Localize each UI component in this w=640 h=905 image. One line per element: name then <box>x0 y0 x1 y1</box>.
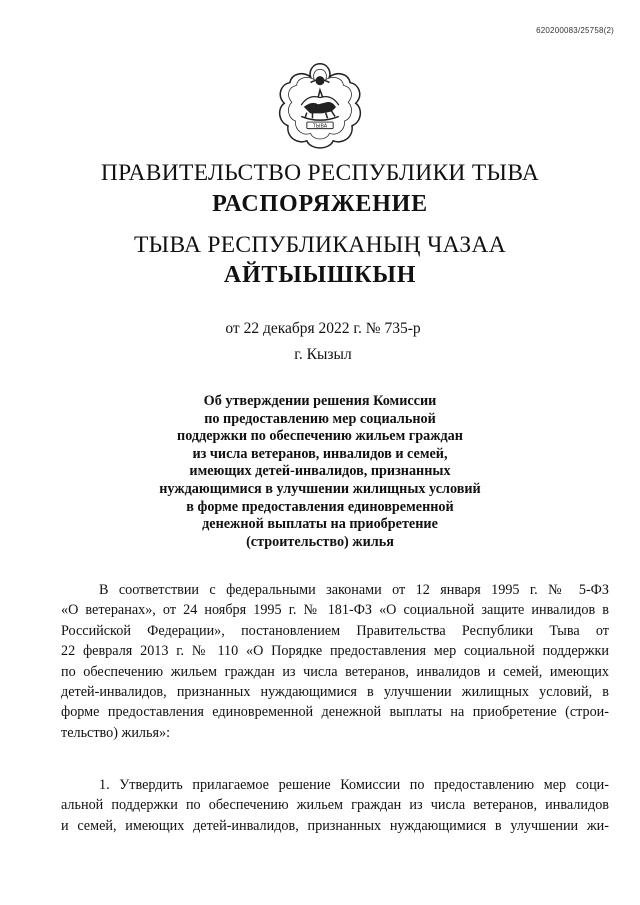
document-subject <box>0 393 640 551</box>
paragraph-line: тельство) жилья»: <box>61 724 171 741</box>
paragraph-line: Российской Федерации», постановлением Правительства Республики Тыва от <box>61 622 609 639</box>
body-paragraph-item-1 <box>61 775 609 836</box>
paragraph-line: В соответствии с федеральными законами от 12 января 1995 г. № 5-ФЗ <box>99 582 609 598</box>
government-name-ru: ПРАВИТЕЛЬСТВО РЕСПУБЛИКИ ТЫВА <box>100 160 540 186</box>
document-registration-number: 620200083/25758(2) <box>536 26 614 35</box>
document-date-number: от 22 декабря 2022 г. № 735-р <box>225 320 421 337</box>
subject-line: в форме предоставления единовременной <box>186 498 454 515</box>
subject-line: из числа ветеранов, инвалидов и семей, <box>192 445 448 462</box>
paragraph-line: форме предоставления единовременной денежной выплаты на приобретение (строи- <box>61 704 609 721</box>
document-city: г. Кызыл <box>294 346 352 363</box>
emblem-text: ТЫВА <box>312 123 328 130</box>
document-type-ru: РАСПОРЯЖЕНИЕ <box>212 191 428 217</box>
paragraph-line: 22 февраля 2013 г. № 110 «О Порядке предоставления мер социальной поддержки <box>61 643 609 660</box>
subject-line: по предоставлению мер социальной <box>204 410 436 427</box>
paragraph-line: детей-инвалидов, признанных нуждающимися в улучшении жилищных условий, в <box>61 684 609 701</box>
paragraph-line: 1. Утвердить прилагаемое решение Комиссии по предоставлению мер соци- <box>99 777 609 793</box>
government-name-tyv: ТЫВА РЕСПУБЛИКАНЫҢ ЧАЗАА <box>134 232 506 258</box>
paragraph-line: альной поддержки по обеспечению жильем граждан из числа ветеранов, инвалидов <box>61 797 609 814</box>
subject-line: нуждающимися в улучшении жилищных условий <box>159 480 481 497</box>
document-type-tyv: АЙТЫЫШКЫН <box>223 262 417 288</box>
subject-line: (строительство) жилья <box>246 533 394 550</box>
paragraph-line: и семей, имеющих детей-инвалидов, признанных нуждающимися в улучшении жи- <box>61 817 609 834</box>
subject-line: поддержки по обеспечению жильем граждан <box>177 428 463 445</box>
paragraph-line: «О ветеранах», от 24 ноября 1995 г. № 181-ФЗ «О социальной защите инвалидов в <box>61 602 609 619</box>
subject-line: имеющих детей-инвалидов, признанных <box>189 463 451 480</box>
paragraph-line: по обеспечению жильем граждан из числа ветеранов, инвалидов и семей, имеющих <box>61 663 609 680</box>
tyva-coat-of-arms-icon <box>273 60 367 154</box>
body-paragraph-preamble <box>61 580 609 743</box>
subject-line: Об утверждении решения Комиссии <box>203 393 437 409</box>
subject-line: денежной выплаты на приобретение <box>202 516 438 533</box>
